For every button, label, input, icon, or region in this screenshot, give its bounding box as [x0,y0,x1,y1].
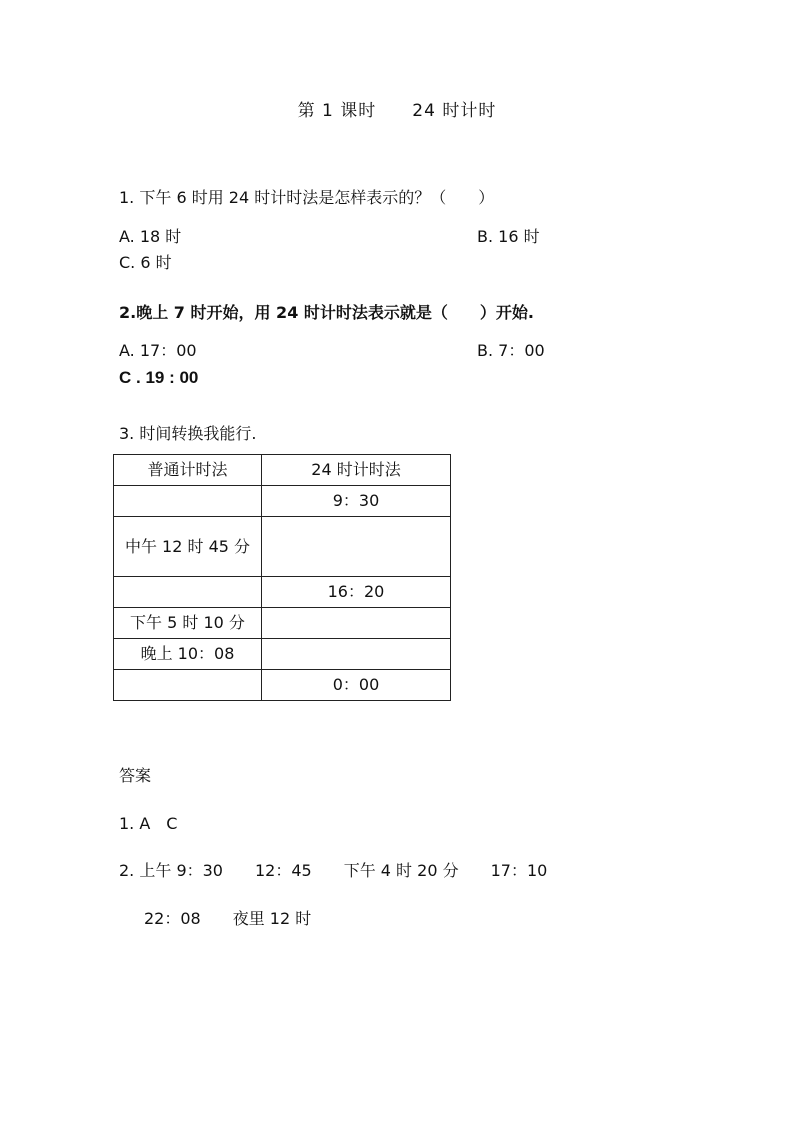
table-row [114,577,451,608]
answer-line-2: 2. 上午 9：30 12：45 下午 4 时 20 分 17：10 [119,861,548,880]
table-cell [262,517,451,577]
table-cell: 下午 5 时 10 分 [114,608,262,639]
table-cell: 16：20 [262,577,451,608]
table-header-row [114,455,451,486]
table-cell: 9：30 [262,486,451,517]
time-conversion-table [113,454,451,701]
table-cell [262,608,451,639]
table-cell-text: 中午 12 时 45 分 [124,536,251,556]
table-row [114,670,451,701]
question-2-option-b: B. 7：00 [477,341,545,360]
table-row [114,486,451,517]
table-cell [114,577,262,608]
page-title: 第 1 课时 24 时计时 [297,101,497,121]
table-cell [114,517,262,577]
question-1-option-c: C. 6 时 [119,253,172,272]
table-cell [114,670,262,701]
table-cell [262,639,451,670]
table-cell: 晚上 10：08 [114,639,262,670]
answer-line-3: 22：08 夜里 12 时 [144,909,312,928]
table-row [114,517,451,577]
table-cell [114,486,262,517]
question-3-stem: 3. 时间转换我能行. [119,424,257,443]
table-row [114,608,451,639]
answer-line-1: 1. A C [119,814,178,833]
table-header: 普通计时法 [114,455,262,486]
question-2-option-a: A. 17：00 [119,341,197,360]
question-1-stem: 1. 下午 6 时用 24 时计时法是怎样表示的？（ ） [119,188,495,207]
question-1-option-b: B. 16 时 [477,227,540,246]
table-header: 24 时计时法 [262,455,451,486]
question-2-option-c: C . 19 : 00 [119,368,199,387]
answers-heading: 答案 [119,766,152,785]
question-1-option-a: A. 18 时 [119,227,182,246]
question-2-stem: 2.晚上 7 时开始，用 24 时计时法表示就是（ ）开始. [119,303,534,322]
table-cell: 0：00 [262,670,451,701]
table-row [114,639,451,670]
